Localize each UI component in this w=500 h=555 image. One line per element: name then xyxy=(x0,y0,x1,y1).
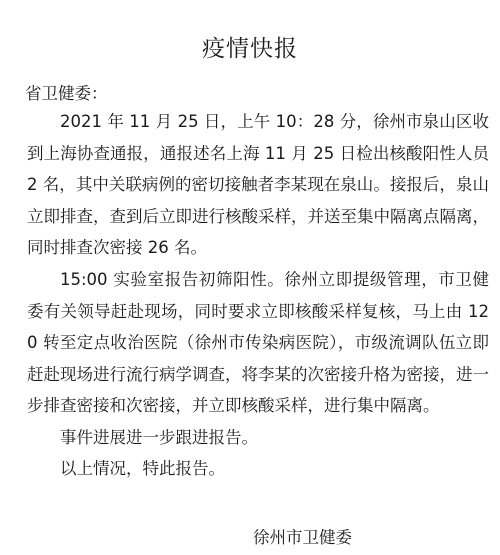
signature: 徐州市卫健委 xyxy=(253,528,352,547)
paragraph-lab-result: 15:00 实验室报告初筛阳性。徐州立即提级管理，市卫健委有关领导赶赴现场，同时要求立即核酸采样复核，马上由 120 转至定点收治医院（徐州市传染病医院），市级流调队伍立即赶赴现场进行流行病学调查，将李某的次密接升格为密接，进一步排查密接和次密接，并立即核酸采样，进行集中隔离。 xyxy=(27,270,489,415)
document-title: 疫情快报 xyxy=(202,36,298,62)
paragraph-closing: 以上情况，特此报告。 xyxy=(60,459,225,478)
paragraph-incident-report: 2021 年 11 月 25 日，上午 10：28 分，徐州市泉山区收到上海协查通报，通报述名上海 11 月 25 日检出核酸阳性人员 2 名，其中关联病例的密切接触者李某现在泉山。接报后，泉山立即排查，查到后立即进行核酸采样，并送至集中隔离点隔离，同时排查次密接 26 名。 xyxy=(27,112,489,257)
paragraph-follow-up: 事件进展进一步跟进报告。 xyxy=(60,428,258,447)
salutation: 省卫健委： xyxy=(25,84,108,103)
